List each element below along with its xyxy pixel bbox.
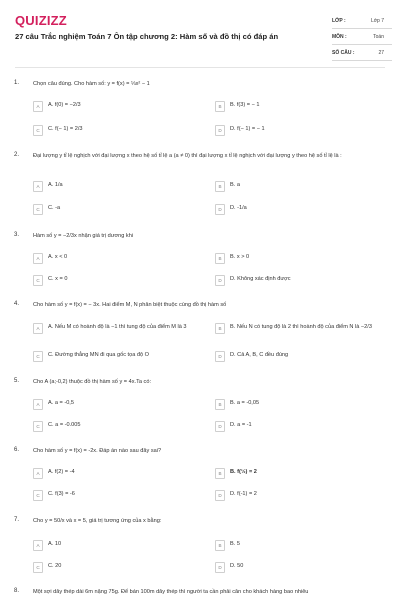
question-text: Một sợi dây thép dài 6m nặng 75g. Để bán 100m dây thép thì người ta cần phải cân cho khách hàng bao nhiêu	[33, 589, 309, 595]
option-text: B. x > 0	[230, 254, 250, 260]
meta-value: Lớp 7	[370, 17, 384, 24]
option-d[interactable]	[215, 274, 385, 286]
option-a[interactable]	[33, 180, 203, 192]
option-c[interactable]	[33, 489, 203, 501]
question-text: Cho y = 50/x và x = 5, giá trị tương ứng của x bằng:	[33, 518, 162, 524]
option-letter: C	[33, 204, 43, 215]
option-text: C. a = -0.005	[48, 422, 81, 428]
worksheet-meta	[332, 13, 392, 61]
option-text: D. f(-1) = 2	[230, 491, 257, 497]
option-letter: B	[215, 181, 225, 192]
option-letter: B	[215, 540, 225, 551]
option-c[interactable]	[33, 420, 203, 432]
option-b[interactable]	[215, 252, 385, 264]
question-number: 2.	[14, 152, 20, 158]
option-a[interactable]	[33, 467, 203, 479]
option-text: D. f(− 1) = − 1	[230, 126, 265, 132]
option-letter: D	[215, 562, 225, 573]
option-b[interactable]	[215, 398, 385, 410]
option-letter: D	[215, 125, 225, 136]
option-letter: A	[33, 399, 43, 410]
option-letter: A	[33, 468, 43, 479]
option-a[interactable]	[33, 398, 203, 410]
option-letter: A	[33, 101, 43, 112]
option-letter: D	[215, 204, 225, 215]
option-c[interactable]	[33, 124, 203, 136]
option-c[interactable]	[33, 203, 203, 215]
option-letter: C	[33, 490, 43, 501]
option-b[interactable]	[215, 539, 385, 551]
option-text: A. 1/a	[48, 182, 63, 188]
option-letter: C	[33, 351, 43, 362]
option-text: C. f(− 1) = 2/3	[48, 126, 83, 132]
question-number: 7.	[14, 517, 20, 523]
option-text: B. a	[230, 182, 240, 188]
option-c[interactable]	[33, 350, 203, 362]
worksheet-header	[0, 0, 400, 66]
option-text: A. Nếu M có hoành độ là −1 thì tung độ của điểm M là 3	[48, 324, 187, 330]
option-d[interactable]	[215, 420, 385, 432]
option-text: D. Cả A, B, C đều đúng	[230, 352, 289, 358]
option-letter: A	[33, 253, 43, 264]
option-text: C. 20	[48, 563, 62, 569]
header-divider	[15, 67, 385, 68]
question-number: 1.	[14, 80, 20, 86]
question-text: Cho A (a;-0,2) thuộc đồ thị hàm số y = 4x.Ta có:	[33, 379, 151, 385]
meta-key: MÔN :	[332, 33, 347, 40]
option-b[interactable]	[215, 467, 385, 479]
option-d[interactable]	[215, 350, 385, 362]
option-letter: C	[33, 421, 43, 432]
option-letter: A	[33, 181, 43, 192]
option-letter: C	[33, 562, 43, 573]
option-text: A. a = -0,5	[48, 400, 74, 406]
option-text: B. f(½) = 2	[230, 469, 257, 475]
option-text: D. 50	[230, 563, 244, 569]
meta-value: 27	[378, 49, 384, 56]
option-letter: D	[215, 490, 225, 501]
question-text: Cho hàm số y = f(x) = -2x. Đáp án nào sau đây sai?	[33, 448, 162, 454]
option-letter: A	[33, 540, 43, 551]
meta-row-subject	[332, 29, 392, 45]
option-text: A. f(0) = −2/3	[48, 102, 81, 108]
meta-key: SỐ CÂU :	[332, 49, 355, 56]
option-a[interactable]	[33, 539, 203, 551]
option-text: A. x < 0	[48, 254, 68, 260]
option-d[interactable]	[215, 203, 385, 215]
option-text: B. a = -0,05	[230, 400, 260, 406]
option-text: D. -1/a	[230, 205, 247, 211]
option-b[interactable]	[215, 322, 385, 338]
question-text: Cho hàm số y = f(x) = − 3x. Hai điểm M, N phân biệt thuộc cùng đồ thị hàm số	[33, 302, 227, 308]
question-number: 5.	[14, 378, 20, 384]
option-text: B. f(3) = − 1	[230, 102, 260, 108]
option-letter: B	[215, 399, 225, 410]
quizizz-logo: QUIZIZZ	[15, 13, 67, 28]
option-text: B. Nếu N có tung độ là 2 thì hoành độ của điểm N là −2/3	[230, 324, 372, 330]
option-a[interactable]	[33, 322, 203, 338]
option-text: C. f(3) = -6	[48, 491, 75, 497]
option-b[interactable]	[215, 100, 385, 112]
option-text: D. a = -1	[230, 422, 252, 428]
option-d[interactable]	[215, 561, 385, 573]
option-letter: C	[33, 125, 43, 136]
question-text: Chọn câu đúng. Cho hàm số: y = f(x) = ⅓x² − 1	[33, 81, 150, 87]
meta-row-class	[332, 13, 392, 29]
option-letter: B	[215, 323, 225, 334]
option-text: C. Đường thẳng MN đi qua gốc tọa độ O	[48, 352, 150, 358]
option-letter: D	[215, 275, 225, 286]
option-letter: C	[33, 275, 43, 286]
option-text: A. f(2) = -4	[48, 469, 75, 475]
worksheet-title: 27 câu Trắc nghiệm Toán 7 Ôn tập chương 2: Hàm số và đồ thị có đáp án	[15, 32, 279, 41]
meta-row-count	[332, 45, 392, 61]
option-letter: A	[33, 323, 43, 334]
option-letter: B	[215, 468, 225, 479]
option-text: C. x = 0	[48, 276, 68, 282]
option-b[interactable]	[215, 180, 385, 192]
question-text: Đại lượng y tỉ lệ nghịch với đại lượng x theo hệ số tỉ lệ a (a ≠ 0) thì đại lượng x tỉ lệ nghịch với đại lượng y theo hệ số tỉ lệ là :	[33, 153, 342, 159]
option-c[interactable]	[33, 561, 203, 573]
option-d[interactable]	[215, 124, 385, 136]
option-letter: D	[215, 351, 225, 362]
meta-key: LỚP :	[332, 17, 346, 24]
option-letter: B	[215, 253, 225, 264]
option-c[interactable]	[33, 274, 203, 286]
option-d[interactable]	[215, 489, 385, 501]
question-text: Hàm số y = −2/3x nhận giá trị dương khi	[33, 233, 134, 239]
option-text: C. -a	[48, 205, 61, 211]
question-number: 8.	[14, 588, 20, 594]
option-a[interactable]	[33, 252, 203, 264]
meta-value: Toán	[373, 33, 384, 40]
option-letter: D	[215, 421, 225, 432]
option-text: A. 10	[48, 541, 62, 547]
question-number: 6.	[14, 447, 20, 453]
option-letter: B	[215, 101, 225, 112]
option-text: B. 5	[230, 541, 240, 547]
option-text: D. Không xác định được	[230, 276, 291, 282]
question-number: 3.	[14, 232, 20, 238]
question-number: 4.	[14, 301, 20, 307]
option-a[interactable]	[33, 100, 203, 112]
